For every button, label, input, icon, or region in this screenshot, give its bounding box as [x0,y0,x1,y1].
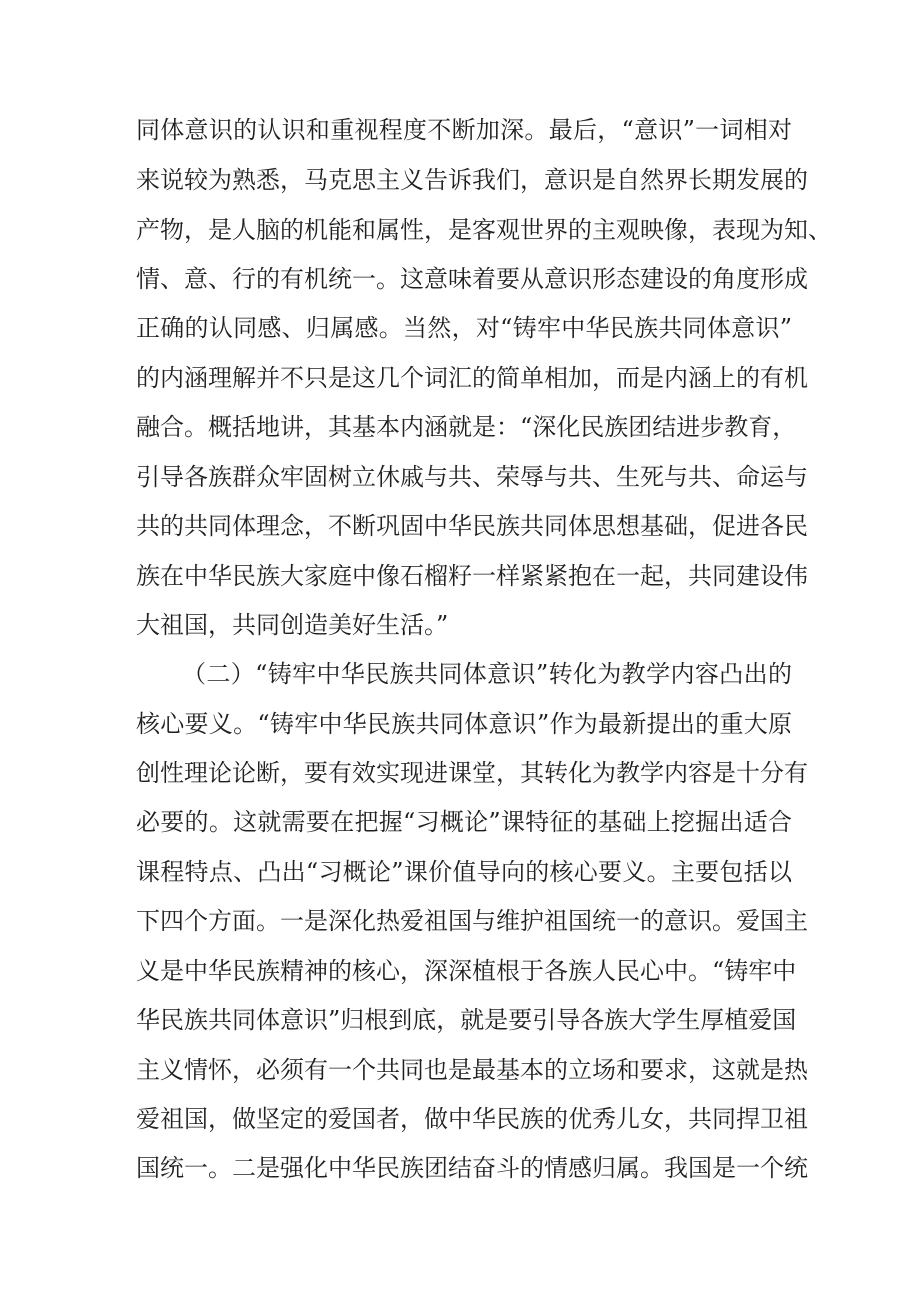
text-line: 情、意、行的有机统一。这意味着要从意识形态建设的角度形成 [136,265,808,293]
text-line: 核心要义。“铸牢中华民族共同体意识”作为最新提出的重大原 [136,710,792,738]
text-line: 产物，是人脑的机能和属性，是客观世界的主观映像，表现为知、 [136,216,832,244]
text-line: 正确的认同感、归属感。当然，对“铸牢中华民族共同体意识” [136,314,792,342]
text-line: 爱祖国，做坚定的爱国者，做中华民族的优秀儿女，共同捍卫祖 [136,1105,808,1133]
text-line: 引导各族群众牢固树立休戚与共、荣辱与共、生死与共、命运与 [136,463,808,491]
text-line: 课程特点、凸出“习概论”课价值导向的核心要义。主要包括以 [136,858,792,886]
text-line: 融合。概括地讲，其基本内涵就是：“深化民族团结进步教育， [136,413,797,441]
text-line: 义是中华民族精神的核心，深深植根于各族人民心中。“铸牢中 [136,957,797,985]
text-line: （二）“铸牢中华民族共同体意识”转化为教学内容凸出的 [182,660,792,688]
text-line: 华民族共同体意识”归根到底，就是要引导各族大学生厚植爱国 [136,1006,797,1034]
text-line: 来说较为熟悉，马克思主义告诉我们，意识是自然界长期发展的 [136,166,808,194]
text-line: 必要的。这就需要在把握“习概论”课特征的基础上挖掘出适合 [136,808,792,836]
text-line: 下四个方面。一是深化热爱祖国与维护祖国统一的意识。爱国主 [136,907,808,935]
text-line: 的内涵理解并不只是这几个词汇的简单相加，而是内涵上的有机 [136,364,808,392]
text-line: 同体意识的认识和重视程度不断加深。最后，“意识”一词相对 [136,116,792,144]
text-line: 国统一。二是强化中华民族团结奋斗的情感归属。我国是一个统 [136,1154,808,1182]
text-line: 族在中华民族大家庭中像石榴籽一样紧紧抱在一起，共同建设伟 [136,562,808,590]
text-line: 大祖国，共同创造美好生活。” [136,611,449,639]
text-line: 创性理论论断，要有效实现进课堂，其转化为教学内容是十分有 [136,759,808,787]
text-line: 共的共同体理念，不断巩固中华民族共同体思想基础，促进各民 [136,512,808,540]
text-line: 主义情怀，必须有一个共同也是最基本的立场和要求，这就是热 [136,1056,808,1084]
